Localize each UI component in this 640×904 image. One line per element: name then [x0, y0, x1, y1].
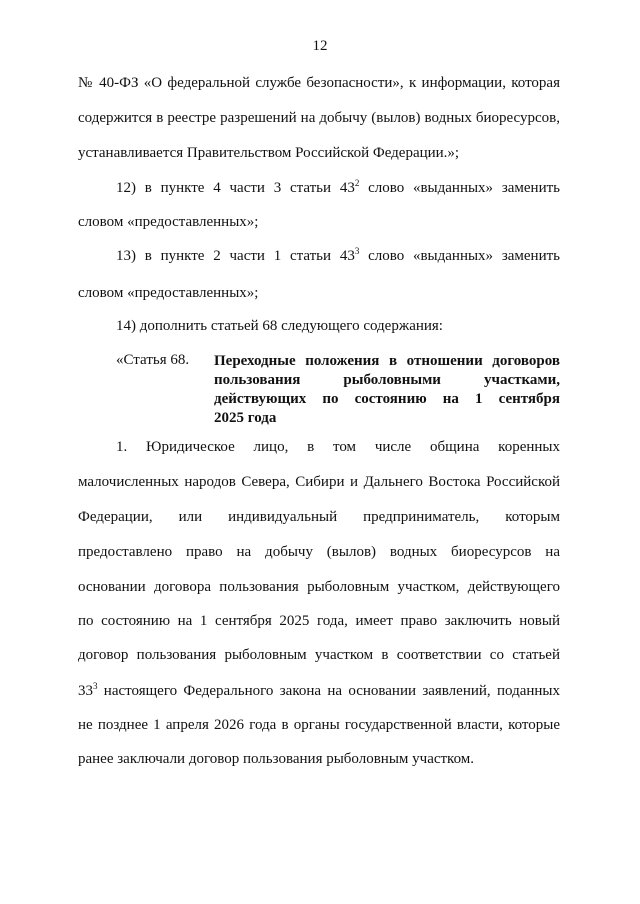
item-13-line-1: 13) в пункте 2 части 1 статьи $43^3$ слово «выданных» заменить — [116, 246, 561, 264]
body-line-6: по состоянию на 1 сентября 2025 года, имеет право заключить новый — [78, 613, 560, 629]
body-line-3: Федерации, или индивидуальный предприниматель, которым — [78, 509, 560, 525]
body-line-10: ранее заключали договор пользования рыболовным участком. — [78, 751, 475, 767]
continued-line-1: № 40-ФЗ «О федеральной службе безопасности», к информации, которая — [78, 75, 560, 91]
item-12-line-2: словом «предоставленных»; — [78, 214, 259, 230]
continued-line-2: содержится в реестре разрешений на добычу (вылов) водных биоресурсов, — [78, 110, 560, 126]
body-line-5: основании договора пользования рыболовным участком, действующего — [78, 579, 560, 595]
article-title — [214, 352, 560, 428]
body-line-1: 1. Юридическое лицо, в том числе община коренных — [116, 439, 560, 455]
article-title-line-3: действующих по состоянию на 1 сентября — [214, 391, 560, 407]
item-13-line-2: словом «предоставленных»; — [78, 285, 259, 301]
body-line-7: договор пользования рыболовным участком в соответствии со статьей — [78, 647, 560, 663]
item-12-superscript: 2 — [354, 178, 360, 188]
body-superscript: 3 — [93, 681, 98, 691]
article-title-line-2: пользования рыболовными участками, — [214, 372, 560, 388]
body-line-8: $33^3$ настоящего Федерального закона на основании заявлений, поданных — [78, 681, 560, 699]
item-14: 14) дополнить статьей 68 следующего содержания: — [116, 318, 443, 334]
body-line-2: малочисленных народов Севера, Сибири и Дальнего Востока Российской — [78, 474, 560, 490]
continued-line-3: устанавливается Правительством Российской Федерации.»; — [78, 145, 460, 161]
article-title-line-4: 2025 года — [214, 410, 277, 426]
item-12-line-1: 12) в пункте 4 части 3 статьи $43^2$ слово «выданных» заменить — [116, 178, 561, 196]
body-line-9: не позднее 1 апреля 2026 года в органы государственной власти, которые — [78, 717, 560, 733]
article-title-line-1: Переходные положения в отношении договоров — [214, 353, 560, 369]
article-label: «Статья 68. — [116, 352, 190, 368]
page-number: 12 — [312, 38, 328, 54]
item-13-superscript: 3 — [354, 246, 360, 256]
body-line-4: предоставлено право на добычу (вылов) водных биоресурсов на — [78, 544, 560, 560]
